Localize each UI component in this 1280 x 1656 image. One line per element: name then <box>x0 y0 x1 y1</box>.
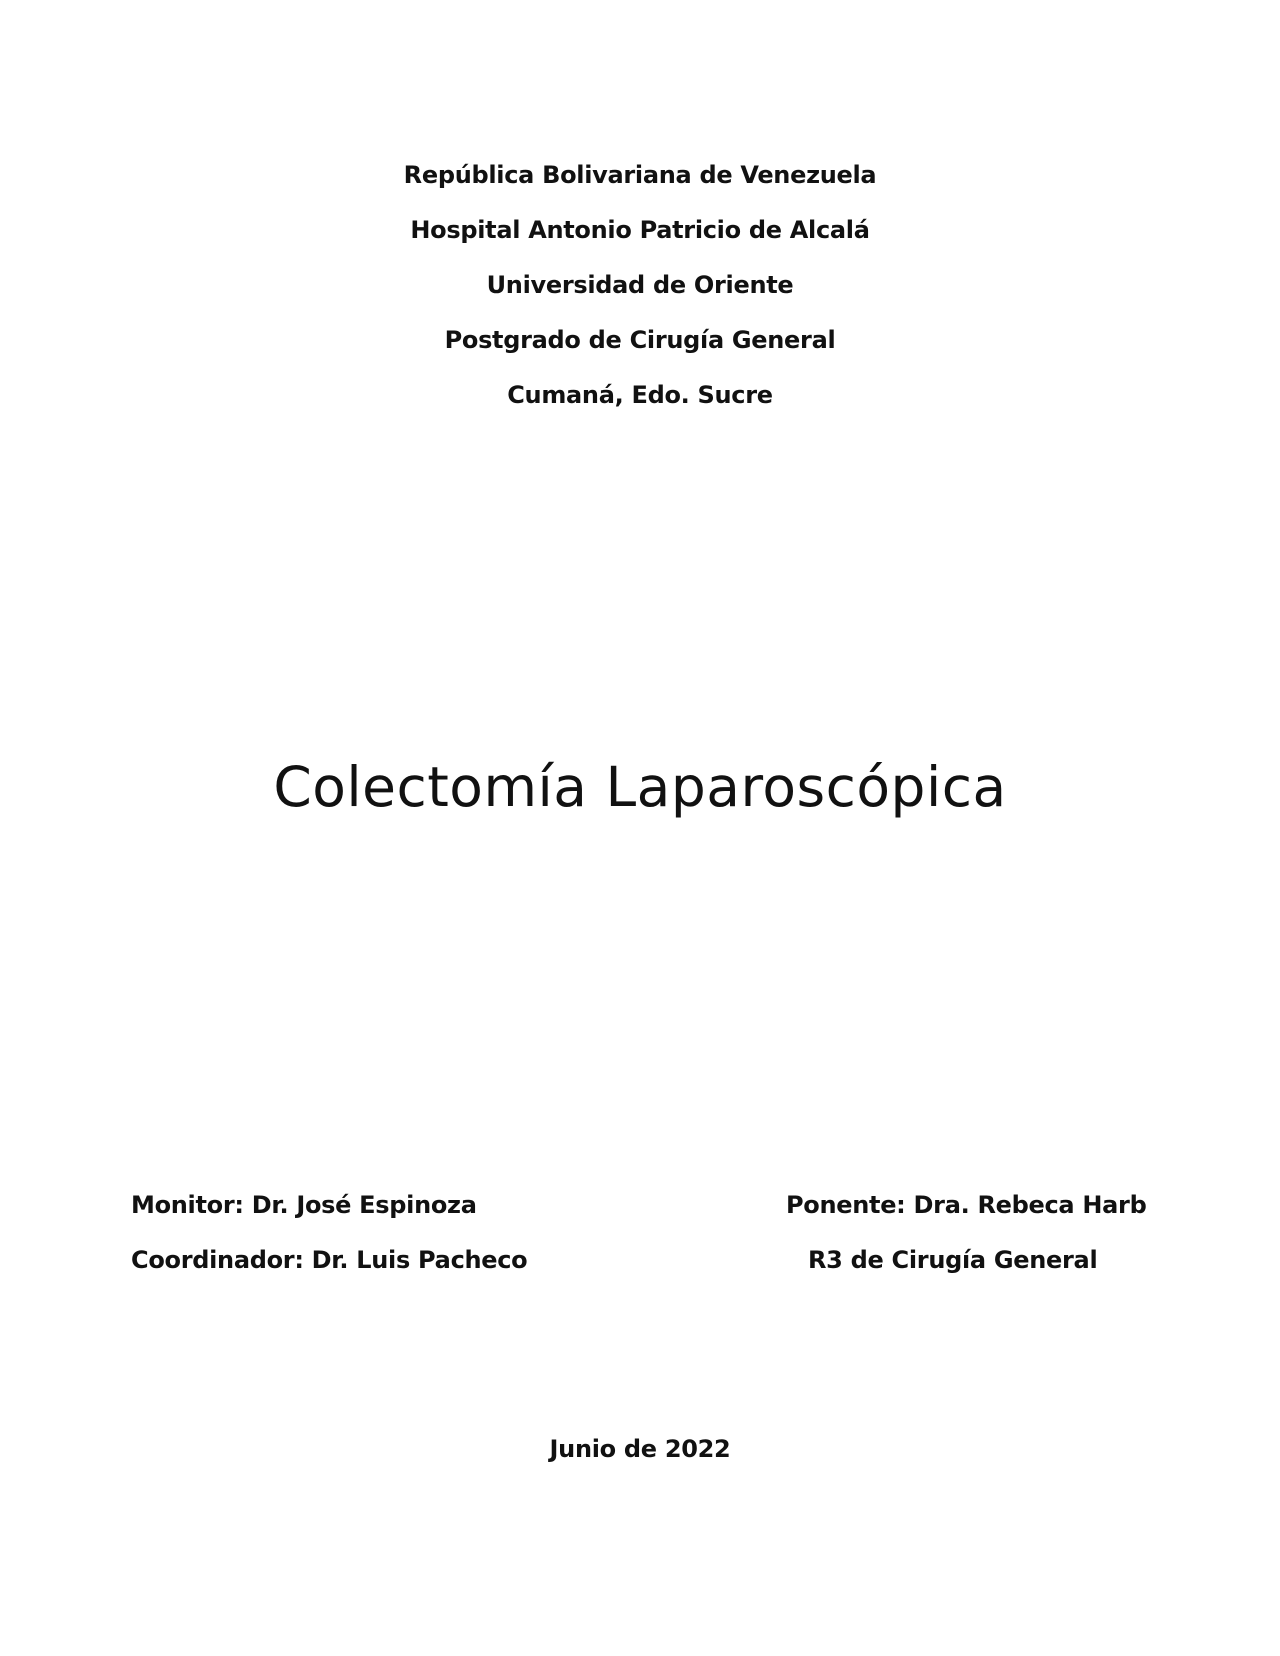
presenter-credit: Ponente: Dra. Rebeca Harb <box>786 1191 1147 1219</box>
coordinator-credit: Coordinador: Dr. Luis Pacheco <box>131 1246 528 1274</box>
credits-left <box>131 1178 527 1288</box>
program-line: Postgrado de Cirugía General <box>444 326 836 354</box>
hospital-line: Hospital Antonio Patricio de Alcalá <box>410 216 870 244</box>
credits-right <box>786 1178 1146 1288</box>
monitor-credit: Monitor: Dr. José Espinoza <box>131 1191 477 1219</box>
document-date: Junio de 2022 <box>549 1435 731 1463</box>
country-line: República Bolivariana de Venezuela <box>403 161 877 189</box>
institution-header <box>0 148 1280 423</box>
university-line: Universidad de Oriente <box>486 271 794 299</box>
presenter-role: R3 de Cirugía General <box>808 1246 1098 1274</box>
location-line: Cumaná, Edo. Sucre <box>507 381 773 409</box>
document-title: Colectomía Laparoscópica <box>273 755 1007 819</box>
